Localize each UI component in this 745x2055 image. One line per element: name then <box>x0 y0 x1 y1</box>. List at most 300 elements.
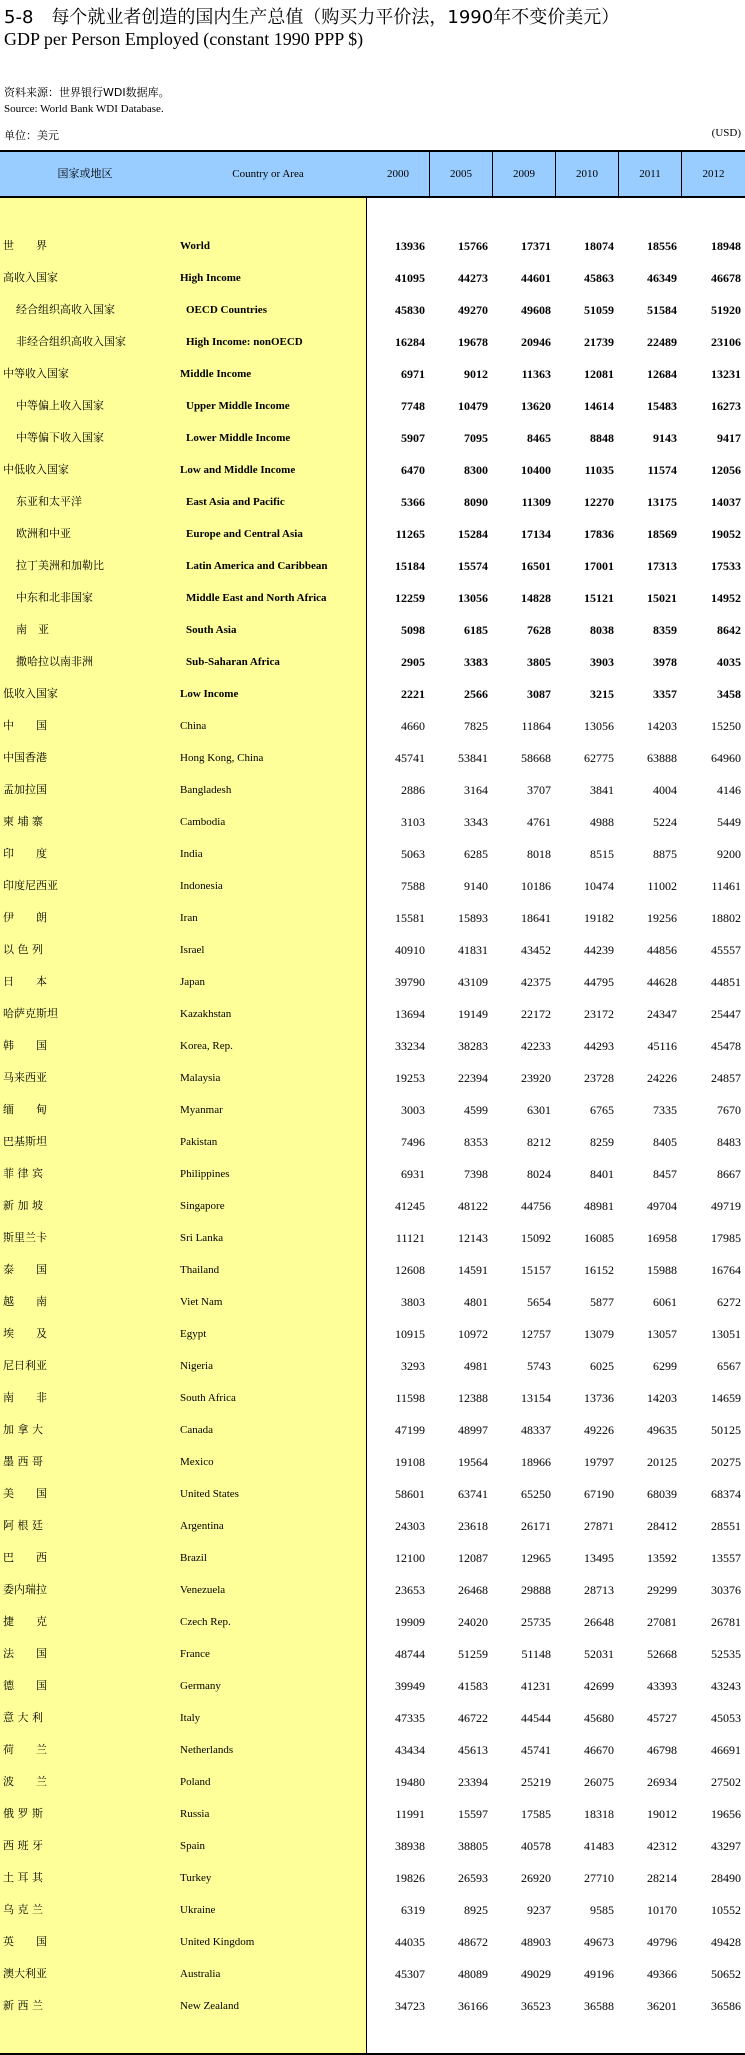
cell-value: 17836 <box>584 527 614 541</box>
cell-value: 13620 <box>521 399 551 413</box>
table-row <box>0 902 745 934</box>
row-name-cn: 埃 及 <box>3 1327 47 1340</box>
cell-value: 4035 <box>717 655 741 669</box>
cell-value: 9237 <box>527 1903 551 1917</box>
cell-value: 7588 <box>401 879 425 893</box>
cell-value: 19149 <box>458 1007 488 1021</box>
cell-value: 26171 <box>521 1519 551 1533</box>
row-name-cn: 乌 克 兰 <box>3 1903 43 1916</box>
cell-value: 12100 <box>395 1551 425 1565</box>
cell-value: 49366 <box>647 1967 677 1981</box>
cell-value: 44856 <box>647 943 677 957</box>
cell-value: 33234 <box>395 1039 425 1053</box>
cell-value: 43393 <box>647 1679 677 1693</box>
cell-value: 68374 <box>711 1487 741 1501</box>
cell-value: 13051 <box>711 1327 741 1341</box>
cell-value: 19826 <box>395 1871 425 1885</box>
cell-value: 42699 <box>584 1679 614 1693</box>
cell-value: 6567 <box>717 1359 741 1373</box>
cell-value: 46349 <box>647 271 677 285</box>
cell-value: 45557 <box>711 943 741 957</box>
row-name-cn: 世 界 <box>3 239 47 252</box>
cell-value: 5743 <box>527 1359 551 1373</box>
cell-value: 28412 <box>647 1519 677 1533</box>
row-name-cn: 新 加 坡 <box>3 1199 43 1212</box>
cell-value: 7825 <box>464 719 488 733</box>
cell-value: 6299 <box>653 1359 677 1373</box>
cell-value: 14591 <box>458 1263 488 1277</box>
cell-value: 12143 <box>458 1231 488 1245</box>
row-name-cn: 经合组织高收入国家 <box>16 303 115 316</box>
row-name-en: Middle East and North Africa <box>186 592 327 604</box>
cell-value: 8038 <box>590 623 614 637</box>
cell-value: 12087 <box>458 1551 488 1565</box>
cell-value: 28214 <box>647 1871 677 1885</box>
cell-value: 43452 <box>521 943 551 957</box>
row-name-cn: 斯里兰卡 <box>3 1231 47 1244</box>
cell-value: 45116 <box>647 1039 677 1053</box>
cell-value: 19564 <box>458 1455 488 1469</box>
table-row <box>0 1318 745 1350</box>
row-name-cn: 荷 兰 <box>3 1743 47 1756</box>
cell-value: 10479 <box>458 399 488 413</box>
row-name-cn: 印 度 <box>3 847 47 860</box>
cell-value: 42312 <box>647 1839 677 1853</box>
cell-value: 16501 <box>521 559 551 573</box>
table-row <box>0 1414 745 1446</box>
row-name-en: OECD Countries <box>186 304 267 316</box>
cell-value: 22172 <box>521 1007 551 1021</box>
table-row <box>0 1254 745 1286</box>
cell-value: 38938 <box>395 1839 425 1853</box>
cell-value: 5063 <box>401 847 425 861</box>
row-name-en: Upper Middle Income <box>186 400 290 412</box>
cell-value: 46670 <box>584 1743 614 1757</box>
header-year: 2000 <box>387 168 409 180</box>
cell-value: 15483 <box>647 399 677 413</box>
cell-value: 41095 <box>395 271 425 285</box>
cell-value: 19480 <box>395 1775 425 1789</box>
table-row <box>0 1222 745 1254</box>
cell-value: 44035 <box>395 1935 425 1949</box>
cell-value: 45830 <box>395 303 425 317</box>
row-name-en: Mexico <box>180 1456 214 1468</box>
cell-value: 8300 <box>464 463 488 477</box>
cell-value: 7335 <box>653 1103 677 1117</box>
cell-value: 11002 <box>647 879 677 893</box>
cell-value: 44851 <box>711 975 741 989</box>
row-name-en: New Zealand <box>180 2000 239 2012</box>
cell-value: 19909 <box>395 1615 425 1629</box>
cell-value: 41231 <box>521 1679 551 1693</box>
row-name-cn: 中 国 <box>3 719 47 732</box>
cell-value: 8642 <box>717 623 741 637</box>
cell-value: 16764 <box>711 1263 741 1277</box>
cell-value: 48337 <box>521 1423 551 1437</box>
cell-value: 41583 <box>458 1679 488 1693</box>
cell-value: 22489 <box>647 335 677 349</box>
row-name-en: Turkey <box>180 1872 212 1884</box>
cell-value: 64960 <box>711 751 741 765</box>
cell-value: 4599 <box>464 1103 488 1117</box>
cell-value: 25219 <box>521 1775 551 1789</box>
row-name-cn: 欧洲和中亚 <box>16 527 71 540</box>
cell-value: 18966 <box>521 1455 551 1469</box>
cell-value: 49796 <box>647 1935 677 1949</box>
row-name-cn: 波 兰 <box>3 1775 47 1788</box>
cell-value: 40578 <box>521 1839 551 1853</box>
table-row <box>0 1478 745 1510</box>
row-name-en: Hong Kong, China <box>180 752 264 764</box>
cell-value: 44628 <box>647 975 677 989</box>
cell-value: 7398 <box>464 1167 488 1181</box>
row-name-en: Spain <box>180 1840 206 1852</box>
row-name-cn: 中等偏下收入国家 <box>16 431 104 444</box>
cell-value: 26781 <box>711 1615 741 1629</box>
cell-value: 13592 <box>647 1551 677 1565</box>
cell-value: 12965 <box>521 1551 551 1565</box>
cell-value: 45680 <box>584 1711 614 1725</box>
cell-value: 20275 <box>711 1455 741 1469</box>
cell-value: 2221 <box>401 687 425 701</box>
cell-value: 15597 <box>458 1807 488 1821</box>
cell-value: 51920 <box>711 303 741 317</box>
cell-value: 17313 <box>647 559 677 573</box>
row-name-en: Iran <box>180 912 198 924</box>
cell-value: 19108 <box>395 1455 425 1469</box>
cell-value: 8090 <box>464 495 488 509</box>
cell-value: 28490 <box>711 1871 741 1885</box>
cell-value: 51259 <box>458 1647 488 1661</box>
cell-value: 3841 <box>590 783 614 797</box>
cell-value: 48744 <box>395 1647 425 1661</box>
cell-value: 15157 <box>521 1263 551 1277</box>
row-name-cn: 拉丁美洲和加勒比 <box>16 559 104 572</box>
cell-value: 27081 <box>647 1615 677 1629</box>
cell-value: 41831 <box>458 943 488 957</box>
cell-value: 7496 <box>401 1135 425 1149</box>
cell-value: 8483 <box>717 1135 741 1149</box>
cell-value: 8018 <box>527 847 551 861</box>
cell-value: 7095 <box>464 431 488 445</box>
table-row <box>0 262 745 294</box>
cell-value: 48981 <box>584 1199 614 1213</box>
row-name-cn: 巴 西 <box>3 1551 47 1564</box>
cell-value: 20946 <box>521 335 551 349</box>
row-name-cn: 加 拿 大 <box>3 1423 43 1436</box>
cell-value: 8212 <box>527 1135 551 1149</box>
cell-value: 67190 <box>584 1487 614 1501</box>
cell-value: 45741 <box>395 751 425 765</box>
cell-value: 3383 <box>464 655 488 669</box>
row-name-cn: 哈萨克斯坦 <box>3 1007 58 1020</box>
row-name-en: Europe and Central Asia <box>186 528 303 540</box>
cell-value: 19678 <box>458 335 488 349</box>
cell-value: 18318 <box>584 1807 614 1821</box>
row-name-en: Israel <box>180 944 205 956</box>
cell-value: 15581 <box>395 911 425 925</box>
cell-value: 8848 <box>590 431 614 445</box>
cell-value: 45053 <box>711 1711 741 1725</box>
cell-value: 3293 <box>401 1359 425 1373</box>
cell-value: 49029 <box>521 1967 551 1981</box>
cell-value: 44293 <box>584 1039 614 1053</box>
cell-value: 15893 <box>458 911 488 925</box>
cell-value: 17134 <box>521 527 551 541</box>
cell-value: 9143 <box>653 431 677 445</box>
cell-value: 11461 <box>711 879 741 893</box>
cell-value: 39949 <box>395 1679 425 1693</box>
row-name-cn: 澳大利亚 <box>3 1967 47 1980</box>
cell-value: 44273 <box>458 271 488 285</box>
table-row <box>0 582 745 614</box>
cell-value: 53841 <box>458 751 488 765</box>
cell-value: 46798 <box>647 1743 677 1757</box>
cell-value: 51584 <box>647 303 677 317</box>
row-name-en: Singapore <box>180 1200 225 1212</box>
row-name-cn: 美 国 <box>3 1487 47 1500</box>
cell-value: 8353 <box>464 1135 488 1149</box>
cell-value: 2905 <box>401 655 425 669</box>
cell-value: 5877 <box>590 1295 614 1309</box>
cell-value: 6765 <box>590 1103 614 1117</box>
row-name-en: Italy <box>180 1712 201 1724</box>
cell-value: 51059 <box>584 303 614 317</box>
cell-value: 3103 <box>401 815 425 829</box>
cell-value: 48089 <box>458 1967 488 1981</box>
cell-value: 50652 <box>711 1967 741 1981</box>
cell-value: 65250 <box>521 1487 551 1501</box>
cell-value: 27502 <box>711 1775 741 1789</box>
cell-value: 24347 <box>647 1007 677 1021</box>
table-row <box>0 1030 745 1062</box>
cell-value: 6185 <box>464 623 488 637</box>
cell-value: 36166 <box>458 1999 488 2013</box>
cell-value: 5654 <box>527 1295 551 1309</box>
table-row <box>0 454 745 486</box>
cell-value: 3343 <box>464 815 488 829</box>
cell-value: 11121 <box>395 1231 425 1245</box>
cell-value: 13154 <box>521 1391 551 1405</box>
table-row <box>0 934 745 966</box>
cell-value: 3707 <box>527 783 551 797</box>
table-row <box>0 1862 745 1894</box>
cell-value: 8259 <box>590 1135 614 1149</box>
row-name-en: France <box>180 1648 210 1660</box>
row-name-cn: 法 国 <box>3 1647 47 1660</box>
row-name-cn: 低收入国家 <box>3 687 58 700</box>
row-name-en: Egypt <box>180 1328 207 1340</box>
cell-value: 12081 <box>584 367 614 381</box>
cell-value: 11598 <box>395 1391 425 1405</box>
row-name-en: Sri Lanka <box>180 1232 224 1244</box>
table-row <box>0 774 745 806</box>
cell-value: 19797 <box>584 1455 614 1469</box>
cell-value: 44795 <box>584 975 614 989</box>
cell-value: 29888 <box>521 1583 551 1597</box>
row-name-en: Argentina <box>180 1520 224 1532</box>
cell-value: 6025 <box>590 1359 614 1373</box>
table-row <box>0 1638 745 1670</box>
row-name-en: Japan <box>180 976 206 988</box>
row-name-cn: 意 大 利 <box>3 1711 43 1724</box>
cell-value: 3458 <box>717 687 741 701</box>
cell-value: 3164 <box>464 783 488 797</box>
cell-value: 40910 <box>395 943 425 957</box>
cell-value: 4981 <box>464 1359 488 1373</box>
cell-value: 36201 <box>647 1999 677 2013</box>
cell-value: 27871 <box>584 1519 614 1533</box>
row-name-cn: 日 本 <box>3 975 47 988</box>
table-row <box>0 1990 745 2022</box>
table-row <box>0 1894 745 1926</box>
cell-value: 45307 <box>395 1967 425 1981</box>
cell-value: 13079 <box>584 1327 614 1341</box>
cell-value: 49635 <box>647 1423 677 1437</box>
cell-value: 16085 <box>584 1231 614 1245</box>
cell-value: 48122 <box>458 1199 488 1213</box>
row-name-en: Myanmar <box>180 1104 223 1116</box>
table-row <box>0 1542 745 1574</box>
source-note-en: Source: World Bank WDI Database. <box>4 103 164 115</box>
cell-value: 12684 <box>647 367 677 381</box>
cell-value: 62775 <box>584 751 614 765</box>
cell-value: 13057 <box>647 1327 677 1341</box>
cell-value: 18556 <box>647 239 677 253</box>
row-name-cn: 中等偏上收入国家 <box>16 399 104 412</box>
cell-value: 5224 <box>653 815 677 829</box>
cell-value: 4988 <box>590 815 614 829</box>
cell-value: 63741 <box>458 1487 488 1501</box>
row-name-cn: 南 亚 <box>16 623 49 636</box>
cell-value: 49196 <box>584 1967 614 1981</box>
cell-value: 7670 <box>717 1103 741 1117</box>
cell-value: 13736 <box>584 1391 614 1405</box>
cell-value: 42375 <box>521 975 551 989</box>
cell-value: 5366 <box>401 495 425 509</box>
cell-value: 17371 <box>521 239 551 253</box>
header-year: 2009 <box>513 168 535 180</box>
cell-value: 8465 <box>527 431 551 445</box>
row-name-cn: 柬 埔 寨 <box>3 815 43 828</box>
unit-label-en: (USD) <box>711 127 741 139</box>
row-name-en: Low and Middle Income <box>180 464 296 476</box>
cell-value: 16958 <box>647 1231 677 1245</box>
row-name-cn: 俄 罗 斯 <box>3 1807 43 1820</box>
cell-value: 10915 <box>395 1327 425 1341</box>
table-row <box>0 1830 745 1862</box>
cell-value: 6971 <box>401 367 425 381</box>
table-row <box>0 806 745 838</box>
cell-value: 58668 <box>521 751 551 765</box>
cell-value: 10972 <box>458 1327 488 1341</box>
cell-value: 24020 <box>458 1615 488 1629</box>
row-name-cn: 阿 根 廷 <box>3 1519 43 1532</box>
row-name-cn: 西 班 牙 <box>3 1839 43 1852</box>
cell-value: 8457 <box>653 1167 677 1181</box>
cell-value: 23728 <box>584 1071 614 1085</box>
cell-value: 23106 <box>711 335 741 349</box>
row-name-en: Czech Rep. <box>180 1616 231 1628</box>
cell-value: 4801 <box>464 1295 488 1309</box>
cell-value: 14952 <box>711 591 741 605</box>
cell-value: 4761 <box>527 815 551 829</box>
row-name-en: United States <box>180 1488 239 1500</box>
row-name-en: South Asia <box>186 624 237 636</box>
cell-value: 12270 <box>584 495 614 509</box>
table-row <box>0 1510 745 1542</box>
cell-value: 2566 <box>464 687 488 701</box>
cell-value: 15574 <box>458 559 488 573</box>
row-name-en: Sub-Saharan Africa <box>186 656 280 668</box>
row-name-en: Thailand <box>180 1264 220 1276</box>
row-name-cn: 新 西 兰 <box>3 1999 43 2012</box>
cell-value: 11265 <box>395 527 425 541</box>
source-note-cn: 资料来源：世界银行WDI数据库。 <box>4 86 170 99</box>
cell-value: 11991 <box>395 1807 425 1821</box>
table-row <box>0 838 745 870</box>
table-row <box>0 390 745 422</box>
cell-value: 21739 <box>584 335 614 349</box>
cell-value: 7748 <box>401 399 425 413</box>
cell-value: 49226 <box>584 1423 614 1437</box>
cell-value: 34723 <box>395 1999 425 2013</box>
cell-value: 44601 <box>521 271 551 285</box>
cell-value: 26593 <box>458 1871 488 1885</box>
cell-value: 17985 <box>711 1231 741 1245</box>
cell-value: 12757 <box>521 1327 551 1341</box>
cell-value: 3357 <box>653 687 677 701</box>
table-row <box>0 1126 745 1158</box>
cell-value: 49673 <box>584 1935 614 1949</box>
header-year: 2010 <box>576 168 598 180</box>
cell-value: 49428 <box>711 1935 741 1949</box>
cell-value: 23653 <box>395 1583 425 1597</box>
row-name-cn: 中等收入国家 <box>3 367 69 380</box>
cell-value: 44756 <box>521 1199 551 1213</box>
cell-value: 6301 <box>527 1103 551 1117</box>
row-name-en: China <box>180 720 207 732</box>
row-name-en: Venezuela <box>180 1584 226 1596</box>
cell-value: 49704 <box>647 1199 677 1213</box>
cell-value: 19012 <box>647 1807 677 1821</box>
cell-value: 58601 <box>395 1487 425 1501</box>
cell-value: 9140 <box>464 879 488 893</box>
cell-value: 3805 <box>527 655 551 669</box>
row-name-cn: 英 国 <box>3 1935 47 1948</box>
cell-value: 18802 <box>711 911 741 925</box>
cell-value: 43434 <box>395 1743 425 1757</box>
table-row <box>0 358 745 390</box>
row-name-cn: 巴基斯坦 <box>3 1135 47 1148</box>
row-name-en: Lower Middle Income <box>186 432 291 444</box>
cell-value: 23394 <box>458 1775 488 1789</box>
cell-value: 8024 <box>527 1167 551 1181</box>
cell-value: 19656 <box>711 1807 741 1821</box>
cell-value: 8359 <box>653 623 677 637</box>
cell-value: 19182 <box>584 911 614 925</box>
cell-value: 44239 <box>584 943 614 957</box>
cell-value: 8667 <box>717 1167 741 1181</box>
cell-value: 3803 <box>401 1295 425 1309</box>
cell-value: 14828 <box>521 591 551 605</box>
cell-value: 45478 <box>711 1039 741 1053</box>
cell-value: 26920 <box>521 1871 551 1885</box>
cell-value: 15988 <box>647 1263 677 1277</box>
table-row <box>0 646 745 678</box>
cell-value: 9417 <box>717 431 741 445</box>
row-name-en: Pakistan <box>180 1136 218 1148</box>
